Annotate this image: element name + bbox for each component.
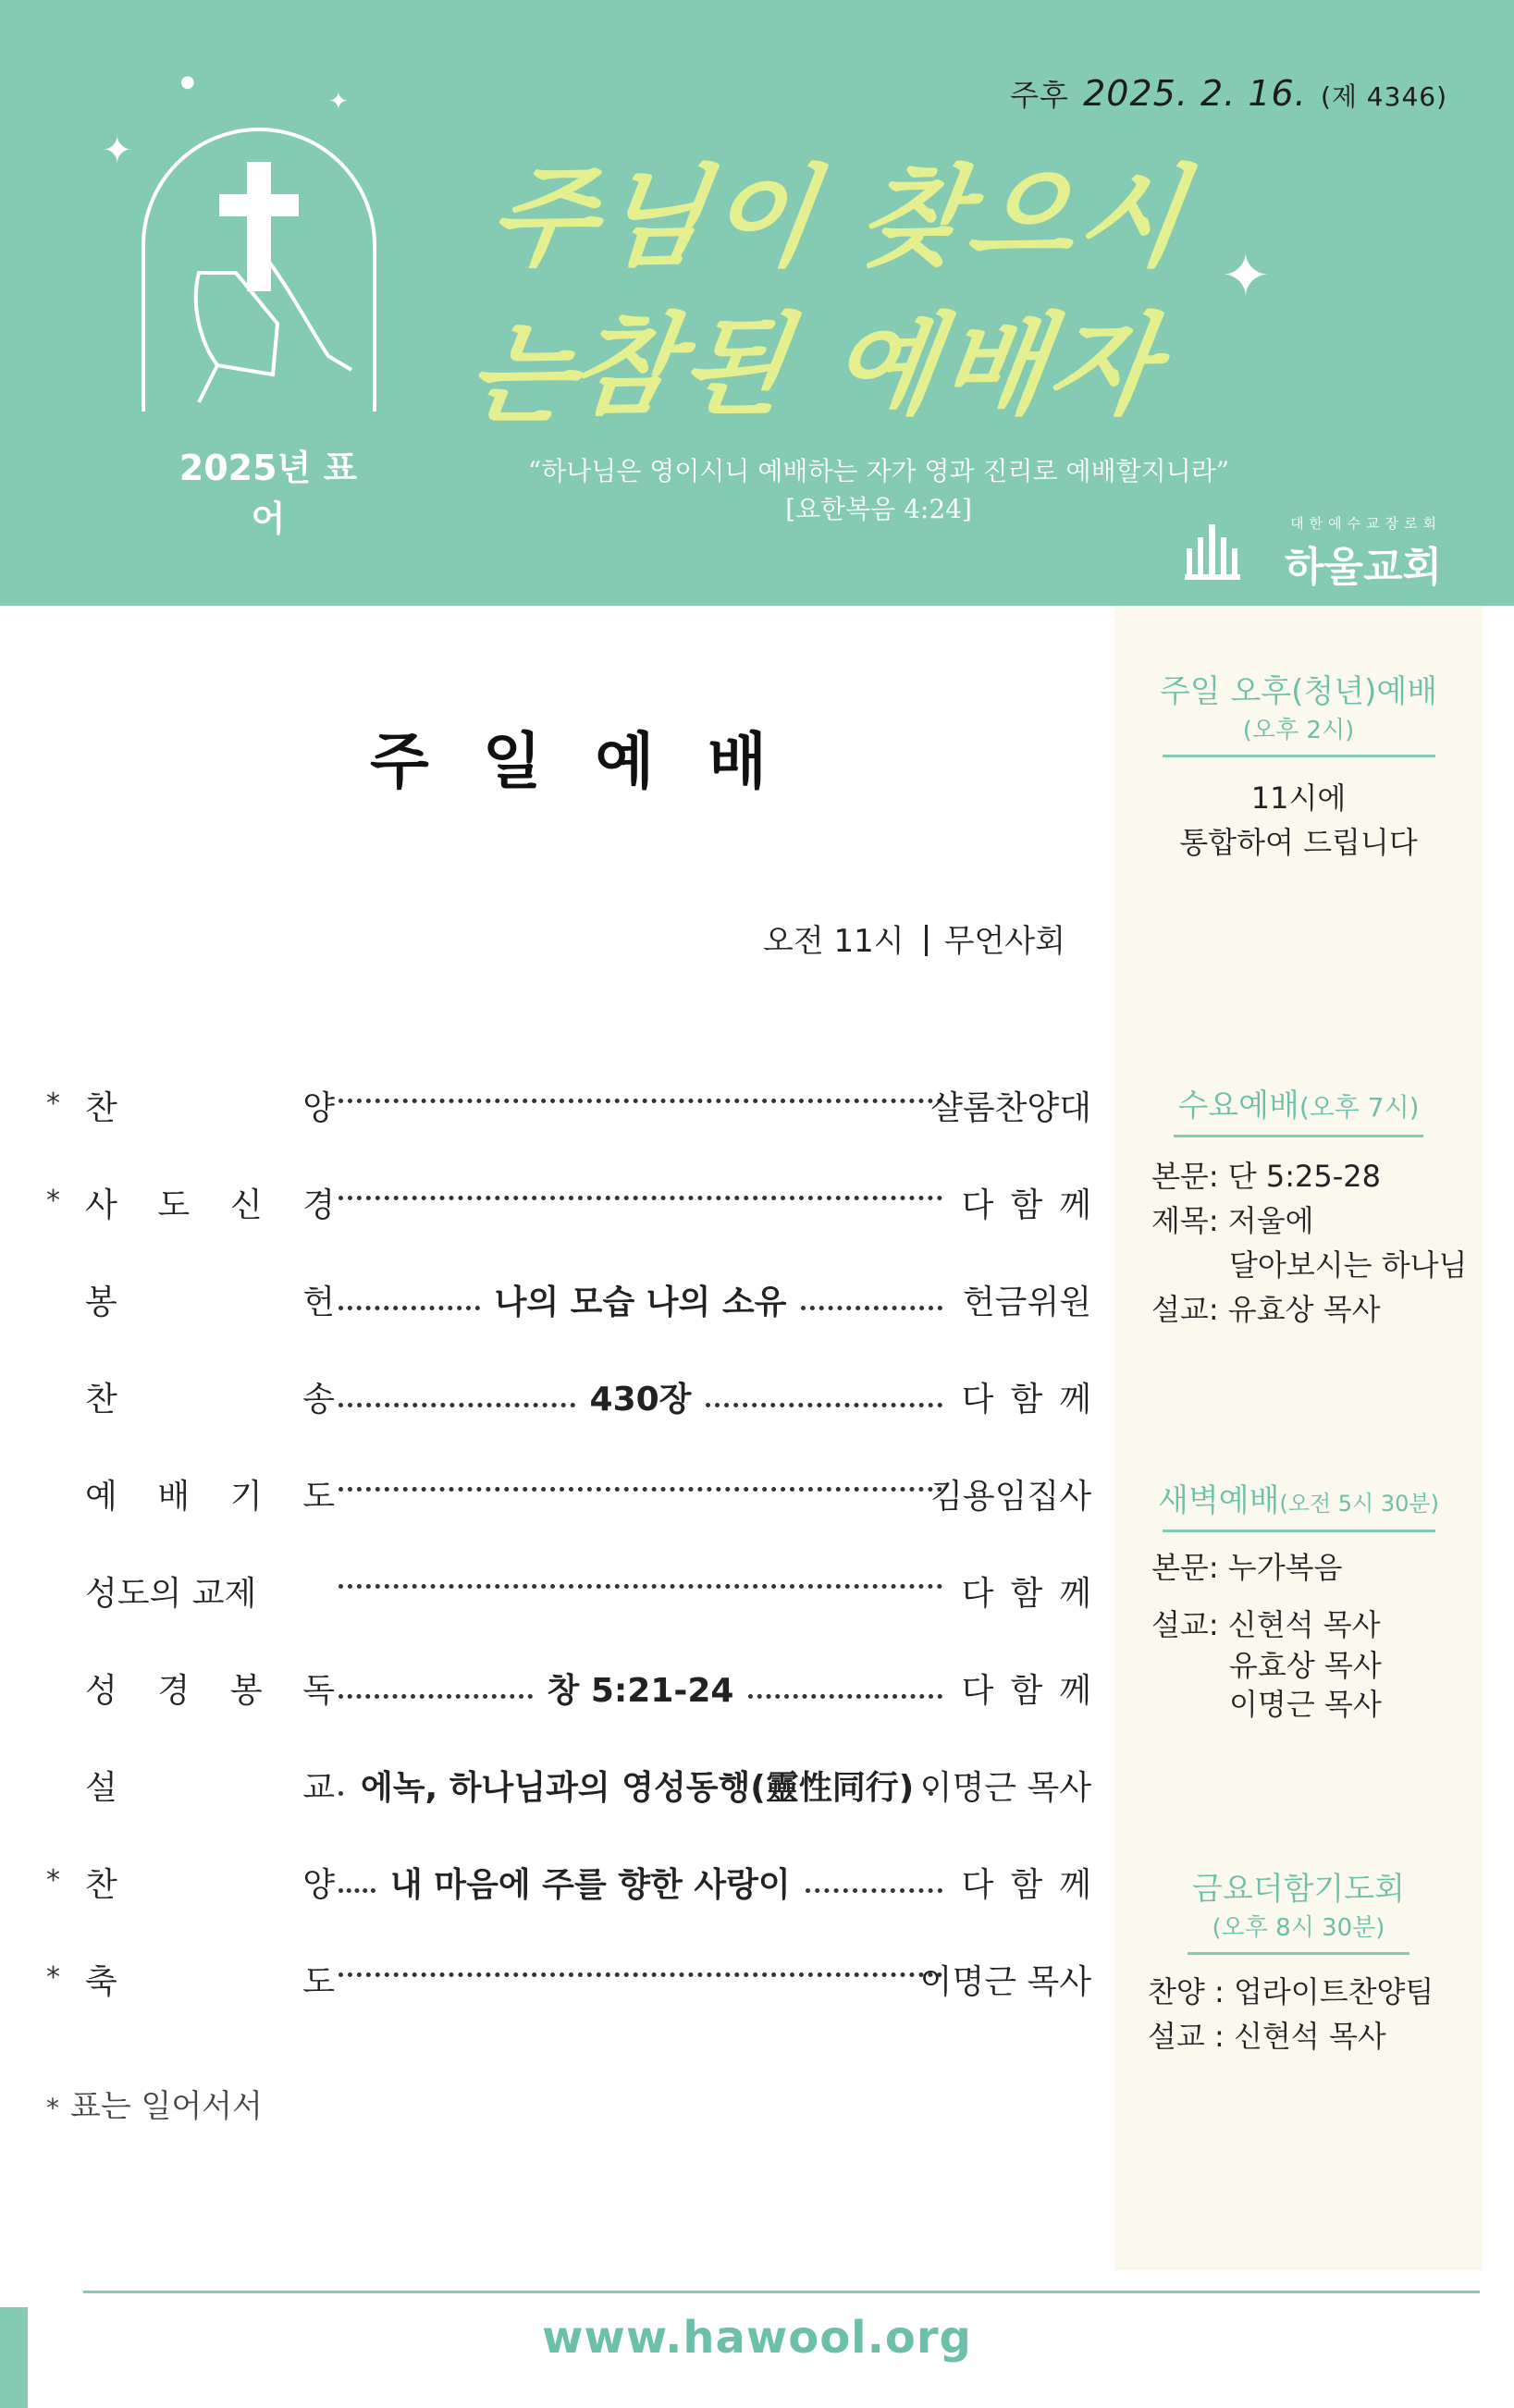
item-name: 사 도 신 경 <box>85 1186 335 1224</box>
item-name: 찬 양 <box>85 1866 335 1904</box>
motto-title: 주님이 찾으시는 참된 예배자 <box>459 153 1197 438</box>
cross-praying-hands-icon <box>134 125 384 412</box>
church-logo-icon <box>1183 521 1266 582</box>
item-name: 예 배 기 도 <box>85 1478 335 1516</box>
order-row: 찬 송 430장 다함께 <box>46 1373 1091 1429</box>
order-row: * 사 도 신 경 다함께 <box>46 1179 1091 1235</box>
sparkle-icon: ● <box>180 72 195 92</box>
order-row: 설 교 에녹, 하나님과의 영성동행(靈性同行) 이명근 목사 <box>46 1762 1091 1817</box>
website-link[interactable]: www.hawool.org <box>542 2312 972 2364</box>
motto-year: 2025년 표어 <box>178 448 358 539</box>
sparkle-icon: ✦ <box>328 88 349 116</box>
item-name: 찬 송 <box>85 1381 335 1419</box>
item-name: 축 도 <box>85 1963 335 2001</box>
order-row: 봉 헌 나의 모습 나의 소유 헌금위원 <box>46 1276 1091 1332</box>
order-row: * 찬 양 내 마음에 주를 향한 사랑이 다함께 <box>46 1859 1091 1914</box>
sparkle-icon: ✦ <box>102 129 133 172</box>
service-time: 오전 11시 무언사회 <box>763 923 1065 960</box>
item-name: 설 교 <box>85 1769 335 1807</box>
scripture-quote: “하나님은 영이시니 예배하는 자가 영과 진리로 예배할지니라” [요한복음 4:24] <box>527 456 1230 524</box>
church-brand: 대한예수교장로회 하울교회 <box>1183 513 1442 587</box>
item-name: 성도의 교제 <box>85 1575 257 1613</box>
order-row: 성 경 봉 독 창 5:21-24 다함께 <box>46 1665 1091 1720</box>
sidebar-wednesday: 수요예배(오후 7시) 본문: 단 5:25-28 제목: 저울에 달아보시는 하나님 설교: 유효상 목사 <box>1151 1087 1468 1327</box>
bulletin-date: 주후 2025. 2. 16. (제 4346) <box>1010 73 1447 114</box>
order-row: * 축 도 이명근 목사 <box>46 1956 1091 2011</box>
standing-note: * 표는 일어서서 <box>46 2088 263 2125</box>
order-row: * 찬 양 샬롬찬양대 <box>46 1082 1091 1137</box>
item-name: 성 경 봉 독 <box>85 1672 335 1710</box>
item-name: 봉 헌 <box>85 1284 335 1321</box>
sidebar-dawn: 새벽예배(오전 5시 30분) 본문: 누가복음 설교: 신현석 목사 유효상 목사 이명근 목사 <box>1151 1482 1439 1722</box>
footer-divider <box>83 2291 1480 2293</box>
order-row: 예 배 기 도 김용임집사 <box>46 1470 1091 1526</box>
order-row: 성도의 교제 다함께 <box>46 1567 1091 1623</box>
page-title: 주일예배 <box>370 726 821 797</box>
sparkle-icon: ✦ <box>1221 242 1271 311</box>
header-banner <box>0 0 1514 606</box>
item-name: 찬 양 <box>85 1089 335 1127</box>
sidebar-friday: 금요더함기도회 (오후 8시 30분) 찬양 : 업라이트찬양팀 설교 : 신현석 목사 <box>1148 1871 1434 2054</box>
sidebar-afternoon: 주일 오후(청년)예배 (오후 2시) 11시에 통합하여 드립니다 <box>1159 673 1438 860</box>
